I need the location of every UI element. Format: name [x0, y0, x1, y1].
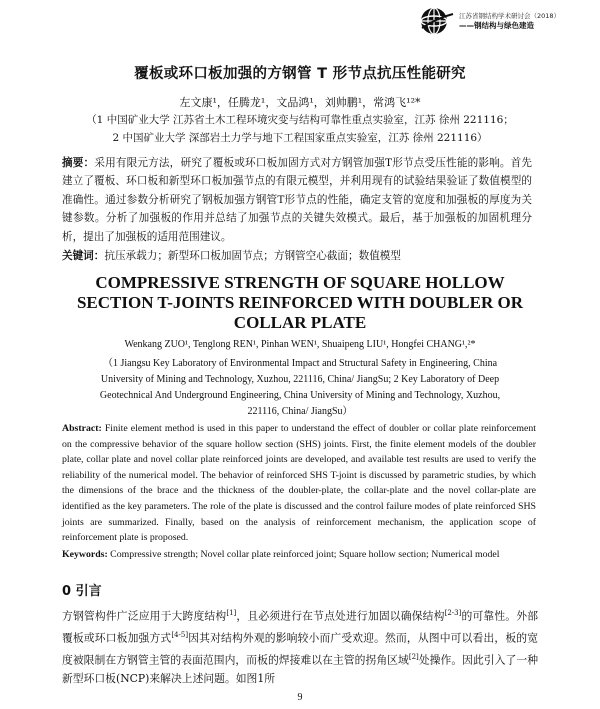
body-paragraph [62, 604, 538, 689]
body-text: 处操作。因此引入了一种新型环口板(NCP)来解决上述问题。如图1所 [62, 653, 539, 686]
chinese-keywords [62, 248, 532, 263]
chinese-abstract-text: 采用有限元方法，研究了覆板或环口板加固方式对方钢管加强T形节点受压性能的影响。首先建立了覆板、环口板和新型环口板加强节点的有限元模型，并利用现有的试验结果验证了数值模型的准确性。通过参数分析研究了钢板加强方钢管T形节点的性能，确定支管的宽度和加强板的厚度为关键参数。分析了加强板的作用并总结了加强节点的关键失效模式。最后，基于加强板的加固机理分析，提出了加强板的适用范围建议。 [62, 157, 533, 243]
chinese-keywords-label: 关键词： [62, 250, 105, 262]
conference-theme: ——钢结构与绿色建造 [458, 21, 534, 30]
citation: [2-3] [444, 609, 462, 617]
english-authors: Wenkang ZUO¹, Tenglong REN¹, Pinhan WEN¹, Shuaipeng LIU¹, Hongfei CHANG¹,²* [124, 339, 476, 350]
english-keywords-label: Keywords: [62, 549, 108, 560]
body-text: 方钢管构件广泛应用于大跨度结构 [62, 609, 227, 623]
citation: [4-5] [171, 630, 189, 639]
body-text: 的可靠性。外部覆板或环口板加强方式 [62, 609, 539, 645]
chinese-title: 覆板或环口板加强的方钢管 T 形节点抗压性能研究 [134, 66, 466, 82]
body-text: ，且必须进行在节点处进行加固以确保结构 [236, 609, 445, 623]
english-keywords [62, 547, 536, 563]
english-affiliation: （1 Jiangsu Key Laboratory of Environmental Impact and Structural Safety in Engineering, China University of Mining and Technology, Xuzhou, 221116, China/ JiangSu; 2 Key Laboratory of Deep Geotechnical And Underground Engineering, China University of Mining and Technology, Xuzhou, 221116, China/ JiangSu） [99, 358, 501, 417]
chinese-authors: 左文康¹，任腾龙¹，文品鸿¹，刘帅鹏¹，常鸿飞¹²* [179, 96, 421, 109]
chinese-affiliation-1: （1 中国矿业大学 江苏省土木工程环境灾变与结构可靠性重点实验室，江苏 徐州 221116； [86, 114, 514, 126]
english-title [0, 273, 600, 333]
conference-name: 江苏省钢结构学术研讨会（2018） [458, 12, 560, 20]
section-heading: 0 引言 [62, 584, 102, 599]
english-abstract-text: Finite element method is used in this paper to understand the effect of doubler or collar plate reinforcement on the compressive behavior of the square hollow section (SHS) joints. First, the finite element models of the doubler plate, collar plate and novel collar plate reinforced joints are developed, and available test results are used to verify the reliability of the numerical model. The behavior of reinforced SHS T-joint is discussed by parametric studies, by which the dimensions of the brace and the thickness of the doubler-plate, the collar-plate and the novel collar-plate are identified as the key parameters. The role of the plate is discussed and the control failure modes of plate reinforced SHS joints are summarized. Finally, based on the analysis of reinforcement mechanism, the application scope of reinforcement plate is proposed. [62, 423, 536, 544]
chinese-abstract-label: 摘要： [62, 157, 95, 169]
english-abstract-label: Abstract: [62, 423, 102, 434]
chinese-keywords-text: 抗压承载力；新型环口板加固节点；方钢管空心截面；数值模型 [104, 250, 401, 262]
english-title-line: COLLAR PLATE [233, 313, 367, 332]
page-number: 9 [297, 692, 303, 703]
citation: [2] [408, 652, 419, 661]
globe-logo-icon [419, 6, 455, 36]
body-text: 因其对结构外观的影响较小而广受欢迎。然而，从图中可以看出，板的宽度被限制在方钢管主管的表面范围内，而板的焊接难以在主管的拐角区域 [62, 631, 539, 667]
conference-header [419, 6, 560, 36]
chinese-affiliation-2: 2 中国矿业大学 深部岩土力学与地下工程国家重点实验室，江苏 徐州 221116） [112, 132, 488, 144]
english-title-line: COMPRESSIVE STRENGTH OF SQUARE HOLLOW [95, 273, 505, 292]
english-title-line: SECTION T-JOINTS REINFORCED WITH DOUBLER OR [76, 293, 524, 312]
english-abstract [62, 421, 536, 546]
english-keywords-text: Compressive strength; Novel collar plate reinforced joint; Square hollow section; Numerical model [107, 549, 500, 560]
citation: [1] [226, 609, 237, 617]
chinese-abstract [62, 154, 532, 246]
